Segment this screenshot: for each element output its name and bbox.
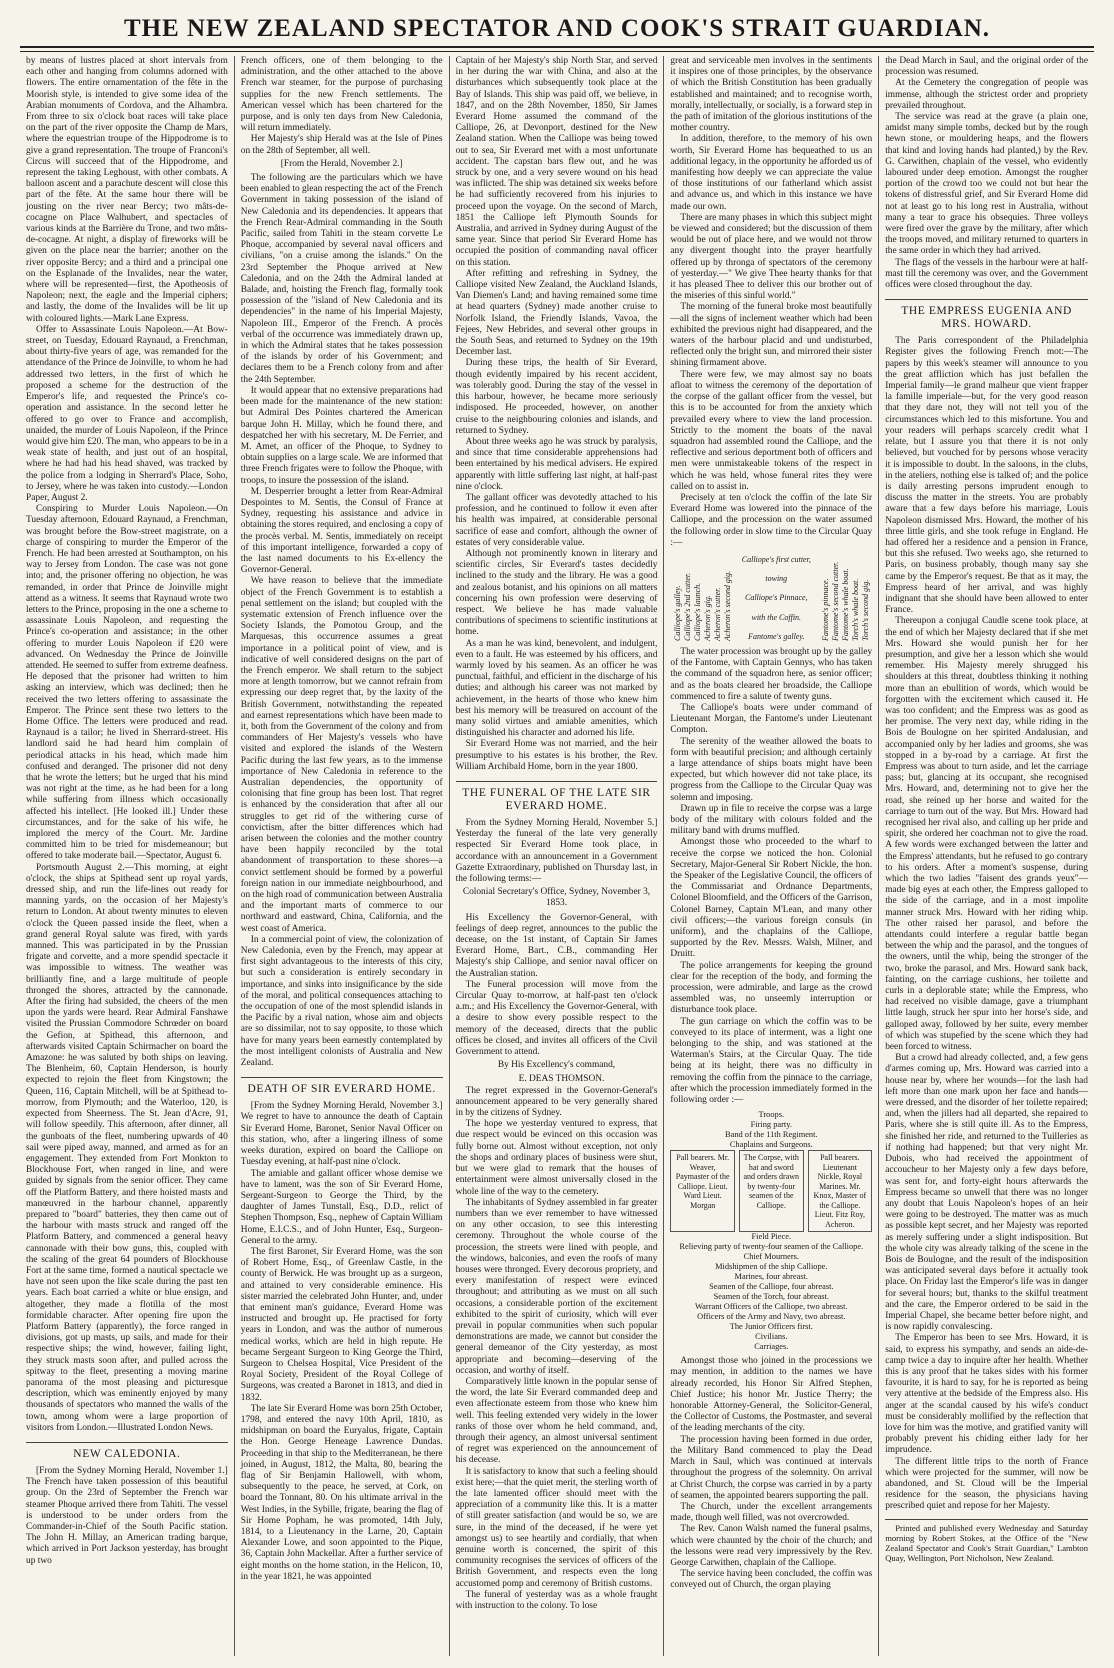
boat-label: Acheron's second gig. [722, 570, 732, 641]
boat-label: Calliope's Pinnace, [744, 593, 808, 603]
article-paragraph: The inhabitants of Sydney assembled in far greater numbers than we ever remember to have witnessed on any other occasion, to see this interesting ceremony. Throughout the whole course of the procession, the streets were lined with people, and the windows, balconies, and even the roofs of many houses were thronged. Every decorous propriety, and every manifestation of respect were evinced throughout; and attributing as we must on all such occasions, a considerable portion of the excitement exhibited to the spirit of curiosity, which will ever prevail in popular communities when such popular demonstrations are made, we cannot but consider the general demeanor of the City yesterday, as most appropriate and becoming—deserving of the occasion, and worthy of itself. [455, 1197, 658, 1376]
procession-line: Midshipmen of the ship Calliope. [715, 1262, 828, 1272]
article-paragraph: Amongst those who joined in the processions we may mention, in addition to the names we have already recorded, his Honor Sir Alfred Stephen, Chief Justice; his honor Mr. Justice Therry; the honorable Attorney-General, the Solicitor-General, the Collector of Customs, the Postmaster, and several of the leading merchants of the city. [670, 1356, 873, 1434]
article-headline: DEATH OF SIR EVERARD HOME. [241, 1077, 443, 1096]
article-paragraph: by means of lustres placed at short intervals from each other and hanging from columns adorned with flowers. The entire ornamentation of the fête in the Moorish style, is intended to give some idea of the Arabian monuments of Cordova, and the Alhambra. From three to six o'clock boat races will take place on the part of the river opposite the Champ de Mars, where the equestrian troupe of the Hippodrome is to give a grand representation. The troupe of Franconi's Circus will succeed that of the Hippodrome, and represent the taking Leghoust, with other combats. A balloon ascent and a parachute descent will close this part of the fête. At the same hour there will be jousting on the river near Bercy; two mâts-de-cocagne on Place Walhubert, and spectacles of various kinds at the Barrière du Trone, and two mâts-de-cocagne. At night, a display of fireworks will be given on the place near the barrier; another on the river opposite Bercy; and a third and a principal one on the Esplanade of the Invalides, near the water, where will be represented—first, the Apotheosis of Napoleon; next, the eagle and the Imperial ciphers; and lastly, the dome of the Invalides will be lit up with coloured lights.—Mark Lane Express. [26, 56, 228, 324]
article-paragraph: During these trips, the health of Sir Everard, though evidently impaired by his recent accident, was tolerably good. During the stay of the vessel in this harbour, however, he became more seriously indisposed. He proceeded, however, on another cruise to the neighbouring colonies and islands, and returned to Sydney. [455, 358, 658, 436]
article-paragraph: The Funeral procession will move from the Circular Quay to-morrow, at half-past ten o'clock a.m.; and His Excellency the Governor-General, with a desire to show every possible respect to the memory of the deceased, directs that the public offices be closed, and invites all officers of the Civil Government to attend. [455, 979, 658, 1058]
procession-line: The Junior Officers first. [729, 1322, 813, 1332]
boat-label: with the Coffin. [751, 612, 802, 622]
newspaper-page [20, 56, 1094, 1656]
source-line: By His Excellency's command, [497, 1060, 616, 1071]
article-paragraph: The serenity of the weather allowed the boats to form with beautiful precision; and although certainly a large attendance of ships boats might have been expected, but which however did not take place, its progress from the Calliope to the Circular Quay was solemn and imposing. [670, 736, 873, 803]
article-paragraph: The different little trips to the north of France which were projected for the summer, will now be abandoned, and St. Cloud will be the Imperial residence for the season, the physicians having prescribed quiet and repose for her Majesty. [885, 1456, 1088, 1512]
article-paragraph: The flags of the vessels in the harbour were at half-mast till the ceremony was over, and the Government offices were closed throughout the day. [885, 257, 1088, 291]
procession-boxes [670, 1150, 872, 1232]
imprint-line: Printed and published every Wednesday and Saturday morning by Robert Stokes, at the Office of the "New Zealand Spectator and Cook's Strait Guardian," Lambton Quay, Wellington, Port Nicholson, New Zealand. [885, 1519, 1088, 1563]
procession-box: The Corpse, with hat and sword and orders drawn by twenty-four seamen of the Calliope. [739, 1150, 804, 1232]
procession-line: Warrant Officers of the Calliope, two abreast. [694, 1302, 848, 1312]
boat-label: Fantome's pinnace. [820, 578, 830, 641]
boat-label: Calliope's galley. [672, 585, 682, 641]
column-1 [20, 56, 235, 1656]
article-paragraph: The gun carriage on which the coffin was to be conveyed to its place of interment, was a light one belonging to the ship, and was stationed at the Waterman's Stairs, at the Circular Quay. The tide being at its height, there was no difficulty in removing the coffin from the pinnace to the carriage, after which the procession immediately formed in the following order :— [670, 1016, 873, 1106]
article-paragraph: We have reason to believe that the immediate object of the French Government is to establish a penal settlement on the island; but coupled with the systematic extension of French influence over the Society Islands, the Pomotou Group, and the Marquesas, this occurrence assumes a great importance in a political point of view, and is indicative of well considered designs on the part of the French emperor. We shall return to the subject more at length tomorrow, but we cannot refrain from expressing our deep regret that, by the laxity of the British Government, notwithstanding the repeated and earnest representations which have been made to it, both from the Government of the colony and from commanders of Her Majesty's vessels who have visited and explored the islands of the Western Pacific during the last few years, as to the immense importance of New Caledonia in reference to the Australian dependencies, the opportunity of colonising that fine group has been lost. That regret is enhanced by the consideration that after all our struggles to get rid of the withering curse of convictism, after the bitter differences which had arisen between the colonies and the mother country have been happily reconciled by the total abandonment of transportation to these shores—a convict settlement should be formed by a powerful foreign nation in our immediate neighbourhood, and on the high road of communication between Australia and the important marts of commerce to our northward and eastward, China, California, and the west coast of America. [240, 576, 443, 934]
procession-line: Field Piece. [751, 1232, 792, 1242]
procession-line: Band of the 11th Regiment. [725, 1130, 818, 1140]
article-paragraph: great and serviceable men involves in the sentiments it inspires one of those principles, by the observance of which the British Constitution has been gradually established and maintained; and to recognise worth, morally, intellectually, or socially, is a forward step in the path of imitation of the glorious institutions of the mother country. [670, 56, 873, 134]
article-paragraph: As a man he was kind, benevolent, and indulgent, even to a fault. He was esteemed by his officers, and warmly loved by his seamen. As an officer he was punctual, faithful, and efficient in the discharge of his duties; and although his career was not marked by achievement, in the hearts of those who knew him best his memory will be treasured on account of the many solid virtues and amiable amenities, which distinguished his character and adorned his life. [455, 638, 658, 739]
article-paragraph: The morning of the funeral broke most beautifully—all the signs of inclement weather which had been exhibited the previous night had disappeared, and the waters of the harbour placid and und undisturbed, reflected only the bright sun, and mirrored their sister shining firmament above. [670, 302, 873, 369]
article-paragraph: the Dead March in Saul, and the original order of the procession was resumed. [885, 56, 1088, 78]
article-paragraph: The gallant officer was devotedly attached to his profession, and he continued to follow it even after his health was impaired, at considerable personal sacrifice of ease and comfort, although the owner of estates of very considerable value. [455, 492, 658, 548]
boat-label: Acheron's gig. [702, 595, 712, 641]
boat-label: Torch's second gig. [860, 579, 870, 641]
procession-line: Firing party. [750, 1120, 792, 1130]
column-3 [450, 56, 665, 1656]
article-paragraph: It is satisfactory to know that such a feeling should exist here;—that the quiet merit, the sterling worth of the late lamented officer should meet with the appreciation of a community like this. It is a matter of still greater satisfaction (and would be so, we are sure, in the mind of the deceased, if he were yet amongst us) to see heartily and cordially, that when genuine worth is concerned, the spirit of this community recognises the services of officers of the British Government, and respects even the long accustomed pomp and ceremony of British customs. [455, 1466, 658, 1589]
procession-line: Chaplains and Surgeons. [729, 1140, 813, 1150]
article-paragraph: Sir Everard Home was not married, and the heir presumptive to his estates is his brother, the Rev. William Archibald Home, born in the year 1800. [455, 739, 658, 772]
boat-label: towing [765, 574, 788, 584]
masthead-rule [20, 51, 1094, 52]
article-paragraph: The procession having been formed in due order, the Military Band commenced to play the Dead March in Saul, which was continued at intervals throughout the progress of the solemnity. On arrival at Christ Church, the corpse was carried in by a party of seamen, the appointed bearers supporting the pall. [670, 1434, 873, 1501]
article-paragraph: The amiable and gallant officer whose demise we have to lament, was the son of Sir Everard Home, Sergeant-Surgeon to George the Third, by the daughter of James Tunstall, Esq., D.D., relict of Stephen Thompson, Esq., nephew of Captain William Home, E.I.C.S., and of John Hunter, Esq., Surgeon-General to the army. [240, 1168, 443, 1246]
procession-box: Pall bearers. Mr. Weaver, Paymaster of the Calliope. Lieut. Ward Lieut. Morgan [670, 1150, 735, 1232]
funeral-procession-order [670, 1110, 872, 1352]
article-paragraph: The Rev. Canon Walsh named the funeral psalms, which were chaunted by the choir of the church; and the lessons were read very impressively by the Rev. George Carwithen, chaplain of the Calliope. [670, 1524, 873, 1568]
boat-label: Calliope's launch. [692, 582, 702, 641]
article-paragraph: Precisely at ten o'clock the coffin of the late Sir Everard Home was lowered into the pinnace of the Calliope, and the procession on the water assumed the following order in slow time to the Circular Quay :— [670, 492, 873, 548]
column-5 [879, 56, 1094, 1656]
article-paragraph: Captain of her Majesty's ship North Star, and served in her during the war with China, and also at the disturbances which subsequently took place at the Bay of Islands. This ship was paid off, we believe, in 1847, and on the 28th November, 1850, Sir James Everard Home assumed the command of the Calliope, 26, at Devonport, destined for the New Zealand station. When the Calliope was being towed out to sea, Sir Everard met with a most unfortunate accident. The capstan bars flew out, and he was struck by one, and a very severe wound on his head was inflicted. The ship was detained six weeks before he had sufficiently recovered from his injuries to proceed upon the voyage. On the second of March, 1851 the Calliope left Plymouth Sounds for Australia, and arrived in Sydney during August of the same year. Since that period Sir Everard Home has occupied the position of commanding naval officer on this station. [455, 56, 658, 268]
procession-line: Chief Mourners. [743, 1252, 799, 1262]
boat-label: Fantome's second cutter. [830, 561, 840, 641]
article-paragraph: Her Majesty's ship Herald was at the Isle of Pines on the 28th of September, all well. [240, 134, 443, 156]
article-paragraph: At the Cemetery the congregation of people was immense, although the strictest order and propriety prevailed throughout. [885, 78, 1088, 111]
article-paragraph: Thereupon a conjugal Caudle scene took place, at the end of which her Majesty declared that if she met Mrs. Howard she would punish her for her presumption, and give her a lesson which she would remember. His Majesty merely shrugged his shoulders at this threat, doubtless thinking it nothing more than an ebullition of words, which would be forgotten with the excitement which caused it. He was too confident; and the Empress was as good as her promise. The very next day, while riding in the Bois de Boulogne on her spirited Andalusian, and accompanied only by her ladies and grooms, she was stopped in a by-road by a carriage. At first the Empress was about to turn aside, and let the carriage pass; but, glancing at its occupant, she recognised Mrs. Howard, and, determining not to give her the road, she reined up her horse and waited for the carriage to turn out of the way. But Mrs. Howard had recognised her rival also, and calling up her pride and spirit, she ordered her coachman not to give the road. A few words were exchanged between the latter and the Empress' attendants, but he refused to go contrary to his orders. After a moment's suspense, during which the two ladies "faisent des grands yeux"—made big eyes at each other, the Empress galloped to the side of the carriage, and in a most impolite manner struck Mrs. Howard with her riding whip. The other raised her parasol, and before the attendants could interfere a regular battle began between the whip and the parasol, and the tongues of the owners, until the whip, being the stronger of the two, broke the parasol, and Mrs. Howard sank back, fainting, on the carriage cushions, her toilette and curls in a deplorable state; while the Empress, who had received no visible damage, gave a triumphant little laugh, struck her spur into her horse's side, and galloped away, followed by her suite, every member of which was stupefied by the scene which they had been forced to witness. [885, 616, 1088, 1053]
article-paragraph: The first Baronet, Sir Everard Home, was the son of Robert Home, Esq., of Greenlaw Castle, in the county of Berwick. He was brought up as a surgeon, and attained to very considerable eminence. His sister married the celebrated John Hunter, and, under that eminent man's guidance, Everard Home was instructed and brought up. He practised for forty years in London, and was the author of numerous medical works, which are held in high repute. He became Sergeant Surgeon to King George the Third, Surgeon to Chelsea Hospital, Vice President of the Royal Society, President of the Royal College of Surgeons, was created a Baronet in 1813, and died in 1832. [240, 1246, 443, 1403]
article-paragraph: Although not prominently known in literary and scientific circles, Sir Everard's tastes decidedly inclined to the study and the library. He was a good and zealous botanist, and his opinions on all matters concerning his own profession were deserving of respect. We believe he has made valuable contributions of specimens to scientific institutions at home. [455, 548, 658, 638]
article-paragraph: The service was read at the grave (a plain one, amidst many simple tombs, decked but by the rough hewn stone, or mouldering heaps, and the flowers that kind and loving hands had planted,) by the Rev. G. Carwithen, chaplain of the vessel, who evidently laboured under deep emotion. Amongst the rougher portion of the crowd too we could not but hear the tokens of distressful grief, and Sir Everard Home did not at least go to his long rest in Australia, without many a tear to grace his obsequies. Three volleys were fired over the grave by the military, after which the troops moved, and military returned to quarters in the same order in which they had arrived. [885, 112, 1088, 257]
article-paragraph: After refitting and refreshing in Sydney, the Calliope visited New Zealand, the Auckland Islands, Van Diemen's Land; and having remained some time at head quarters (Sydney) made another cruise to Norfolk Island, the Friendly Islands, Vavoa, the Fejees, New Hebrides, and several other groups in the South Seas, and returned to Sydney on the 19th December last. [455, 268, 658, 358]
article-paragraph: The hope we yesterday ventured to express, that due respect would be evinced on this occasion was fully borne out. Almost without exception, not only the shops and ordinary places of business were shut, but we were glad to remark that the houses of entertainment were almost universally closed in the whole line of the way to the cemetery. [455, 1119, 658, 1197]
procession-line: Seamen of the Torch, four abreast. [713, 1292, 829, 1302]
boat-label: Fantome's galley. [748, 631, 805, 641]
article-paragraph: M. Desperrier brought a letter from Rear-Admiral Despointes to M. Sentis, the Consul of France at Sydney, requesting his assistance and advice in obtaining the stores required, and enclosing a copy of the procès verbal. M. Sentis, immediately on receipt of this important intelligence, forwarded a copy of the last named documents to his Ex-ellency the Governor-General. [240, 486, 443, 576]
boat-label: Calliope's 2nd cutter. [682, 572, 692, 641]
article-paragraph: Portsmouth August 2.—This morning, at eight o'clock, the ships at Spithead sent up royal yards, dressed ship, and run the life-lines out ready for manning yards, on the occasion of her Majesty's return to London. At about twenty minutes to eleven o'clock the Queen passed inside the fleet, when a grand general Royal salute was fired, with yards manned. This was participated in by the Prussian frigate and corvette, and a more spendid spectacle it was impossible to witness. The weather was brilliantly fine, and a large multitude of people thronged the shores, attracted by the cannonade. After the firing had subsided, the cheers of the men upon the yards were heard. Rear Admiral Fanshawe visited the Prussian Commodore Schrœder on board the Gefion, at Spithead, this afternoon, and afterwards visited Captain Schirmacher on board the Amazone: he was saluted by both ships on leaving. The Blenheim, 60, Captain Henderson, is hourly expected to rejoin the fleet from Kingstown; the Queen, 116, Captain Mitchell, will be at Spithead to-morrow, from Plymouth; and the Waterloo, 120, is expected from Sheerness. The St. Jean d'Acre, 91, will follow speedily. This afternoon, after dinner, all the gunboats of the fleet, numbering upwards of 40 sail were piped away, manned, and armed as for an engagement. They extended from Fort Monkton to Blockhouse Fort, when ranged in line, and were guided by signals from the senior officer. They came off the Platform Battery, and there hoisted masts and manœuvred in the harbour channel, apparently prepared to "board" batteries, they then came out of the harbour with masts struck and ranged off the Platform Battery, and commenced a general heavy cannonade with their bow guns, this, coupled with the scaling of the great 64 pounders of Blockhouse Fort at the same time, formed a nautical spectacle we have not seen upon the like scale during the past ten years. Each boat carried a white or blue ensign, and altogether, they made a flotilla of the most formidable character. After opening fire upon the Platform Battery (apparently), the force ranged in divisions, got up masts, up sails, and made for their respective ships; the wind, however, failing light, they struck masts soon after, and pulled across the spitway to the fleet, presenting a moving marine panorama of the most pleasing and picturesque description, which was eminently enjoyed by many thousands of spectators who manned the walls of the town, among whom were a large proportion of visitors from London.—Illustrated London News. [26, 862, 228, 1433]
article-paragraph: His Excellency the Governor-General, with feelings of deep regret, announces to the public the decease, on the 1st instant, of Captain Sir James Everard Home, Bart., C.B., commanding Her Majesty's ship Calliope, and senior naval officer on the Australian station. [455, 912, 658, 979]
signature-line: E. DEAS THOMSON. [518, 1074, 605, 1085]
procession-line: Marines, four abreast. [734, 1272, 809, 1282]
article-headline: THE EMPRESS EUGENIA AND MRS. HOWARD. [885, 299, 1088, 331]
article-paragraph: The Emperor has been to see Mrs. Howard, it is said, to express his sympathy, and sends an aide-de-camp twice a day to inquire after her health. Whether this is any proof that he takes sides with his former favourite, it is hard to say, for he is reported as being very attentive at the bedside of the Empress also. His anger at the scandal caused by his wife's conduct must be considerably mollified by the reflection that love for him was the motive, and gratified vanity will probably prevent his chiding either lady for her imprudence. [885, 1333, 1088, 1456]
procession-line: Relieving party of twenty-four seamen of the Calliope. [679, 1242, 864, 1252]
article-paragraph: It would appear that no extensive preparations had been made for the maintenance of the new station: but Admiral Des Pointes chartered the American barque John H. Millay, which he found there, and despatched her with his secretary, M. De Ferrier, and M. Amet, an officer of the Phoque, to Sydney to obtain supplies on a large scale. We are informed that three French frigates were to follow the Phoque, with troops, to insure the possession of the island. [240, 385, 443, 486]
boat-label: Torch's whale boat. [850, 578, 860, 641]
article-paragraph: The Paris correspondent of the Philadelphia Register gives the following French mot:—The papers by this week's steamer will announce to you the great affliction which has just befallen the Imperial family—le grand malheur que vient frapper la famille imperiale—but, for the very good reason that they dare not, they will not tell you of the circumstances which led to this misfortune. You and your readers will perhaps scarcely credit what I relate, but I assure you that there it is not only believed, but vouched for by persons whose veracity it is impossible to doubt. In the saloons, in the clubs, in the ateliers, nothing else is talked of; and the police is daily arresting persons imprudent enough to discuss the matter in the streets. You are probably aware that a few days before his marriage, Louis Napoleon dismissed Mrs. Howard, the mother of his three little girls, and she took refuge in England. He had offered her a residence and a pension in France, but this she refused. Two weeks ago, she returned to Paris, on business probably, though many say she came by the Emperor's request. Be that as it may, the Empress heard of her arrival, and was highly indignant that she should have been allowed to enter France. [885, 336, 1088, 616]
article-paragraph: Comparatively little known in the popular sense of the word, the late Sir Everard commanded deep and even affectionate esteem from those who knew him well. This feeling extended very widely in the lower ranks of those over whom he held command, and, through their agency, an almost universal sentiment of regret was experienced on the announcement of his decease. [455, 1376, 658, 1466]
boat-label: Calliope's first cutter, [741, 554, 811, 564]
procession-box: Pall bearers. Lieutenant Nickle, Royal Marines. Mr. Knox, Master of the Calliope. Lieut. Fitz Roy, Acheron. [808, 1150, 873, 1232]
article-paragraph: Offer to Assassinate Louis Napoleon.—At Bow-street, on Tuesday, Edouard Raynaud, a Frenchman, about thirty-five years of age, was remanded for the attendance of the Prince de Joinville, to whom he had addressed two letters, in the first of which he proposed a scheme for the destruction of the Emperor's life, and requested the Prince's co-operation and assistance. In the second letter he offered to go over to France and accomplish, unaided, the murder of Louis Napoleon, if the Prince would give him £20. The man, who appears to be in a weak state of health, and just out of an hospital, where he had had his head shaved, was tracked by the police from a lodging in Sherrard's Place, Soho, to Jersey, where he was taken into custody.—London Paper, August 2. [26, 324, 228, 503]
article-paragraph: In addition, therefore, to the memory of his own worth, Sir Everard Home has bequeathed to us an additional legacy, in the opportunity he afforded us of manifesting how deeply we can appreciate the value of those institutions of our fatherland which assist and advance us, and which in this instance we have made our own. [670, 134, 873, 212]
article-paragraph: The service having been concluded, the coffin was conveyed out of Church, the organ playing [670, 1569, 873, 1591]
article-paragraph: About three weeks ago he was struck by paralysis, and since that time considerable apprehensions had been entertained by his medical advisers. He expired apparently with little suffering last night, at half-past nine o'clock. [455, 436, 658, 492]
article-paragraph: The late Sir Everard Home was born 25th October, 1798, and entered the navy 10th April, 1810, as midshipman on board the Euryalus, frigate, Captain the Hon. George Heneage Lawrence Dundas. Proceeding in that ship to the Mediterranean, he there joined, in August, 1812, the Malta, 80, bearing the flag of Sir Benjamin Hallowell, with whom, subsequently to the peace, he served, at Cork, on board the Tonnant, 80. On his ultimate arrival in the West Indies, in the Sybille, frigate, bearing the flag of Sir Home Popham, he was promoted, 14th July, 1814, to a Lieutenancy in the Larne, 20, Captain Alexander Lowe, and soon appointed to the Pique, 36, Captain John Mackellar. After a further service of eight months on the home station, in the Helicon, 10, in the year 1821, he was appointed [240, 1403, 443, 1582]
article-paragraph: There were few, we may almost say no boats afloat to witness the ceremony of the deportation of the corpse of the gallant officer from the vessel, but this is to be accounted for from the anxiety which prevailed every where to view the land procession. Strictly to the moment the boats of the naval squadron had assembled round the Calliope, and the reflective and serious deportment both of officers and men were unmistakeable tokens of the respect in which he was held, whose funeral rites they were called on to assist in. [670, 369, 873, 492]
article-paragraph: The Church, under the excellent arrangements made, though well filled, was not overcrowded. [670, 1501, 873, 1524]
article-paragraph: The regret expressed in the Governor-General's announcement appeared to be very generally shared in by the citizens of Sydney. [455, 1085, 658, 1119]
article-paragraph: [From the Sydney Morning Herald, November 1.] The French have taken possession of this beautiful group. On the 23rd of September the French war steamer Phoque arrived there from Tahiti. The vessel is understood to be under orders from the Commander-in-Chief of the South Pacific station. The John H. Millay, an American trading barque, which arrived in Port Jackson yesterday, has brought up two [26, 1465, 228, 1566]
article-paragraph: The Calliope's boats were under command of Lieutenant Morgan, the Fantome's under Lieutenant Compton. [670, 702, 873, 736]
article-paragraph: Conspiring to Murder Louis Napoleon.—On Tuesday afternoon, Edouard Raynaud, a Frenchman, was brought before the Bow-street magistrate, on a charge of conspiring to murder the Emperor of the French. He had been arrested at Southampton, on his way to Jersey from London. The case was not gone into; and, the prisoner offering no objection, he was remanded, in order that Prince de Joinville might attend as a witness. It seems that Raynaud wrote two letters to the Prince, proposing in the one a scheme to assassinate Louis Napoleon, and requesting the Prince's co-operation and assistance; in the other offering to murder Louis Napoleon if £20 were advanced. On Wednesday the Prince de Joinville attended. He seemed to suffer from extreme deafness. He deposed that the prisoner had written to him asking an interview, which was declined; then he received the two letters offering to assassinate the Emperor. The Prince sent these two letters to the Home Office. The letters were produced and read. Raynaud is a tailor; he lived in Sherrard-street. His landlord said he had heard him complain of periodical attacks in his head, which made him confused and deranged. The prisoner did not deny that he wrote the letters; but he urged that his mind was not right at the time, as he had been for a long while suffering from illness which occasionally affected his intellect. [He looked ill.] Under these circumstances, and for the sake of his wife, he implored the mercy of the Court. Mr. Jardine committed him to be tried for misdemeanour; but offered to take moderate bail.—Spectator, August 6. [26, 504, 228, 862]
article-paragraph: But a crowd had already collected, and, a few gens d'armes coming up, Mrs. Howard was carried into a house near by, where her wounds—for the lash had left more than one mark upon her face and hands—were dressed, and the disorder of her toilette repaired; and, when the jillers had all departed, she repaired to Paris, where she is still quite ill. As to the Empress, she finished her ride, and returned to the Tuilleries as if nothing had happened; but that very night Mr. Dubois, who had received the appointment of accoucheur to her Majesty only a few days before, was sent for, and forty-eight hours afterwards the Empress became so unwell that there was no longer any doubt that Louis Napoleon's hopes of an heir were going to be destroyed. The matter was as much as possible kept secret, and her Majesty was reported as merely suffering under a slight indisposition. But the whole city was already talking of the scene in the Bois de Boulogne, and the result of the indisposition was anticipated several days before it actually took place. On Friday last the Emperor's life was in danger for several hours; but, thanks to the skilful treatment and the care, the Emperor ordered to be said in the Imperial Chapel, she became better before night, and is now rapidly convalescing. [885, 1053, 1088, 1333]
article-paragraph: Drawn up in file to receive the corpse was a large body of the military with colours folded and the military band with drums muffled. [670, 803, 873, 837]
article-headline: NEW CALEDONIA. [26, 1442, 228, 1461]
article-paragraph: The water procession was brought up by the galley of the Fantome, with Captain Gennys, who has taken the command of the squadron here, as senior officer; and as the boats cleared her broadside, the Calliope commenced to fire a salute of twenty guns. [670, 646, 873, 702]
masthead-title: THE NEW ZEALAND SPECTATOR AND COOK'S STRAIT GUARDIAN. [20, 14, 1094, 48]
source-line: Colonial Secretary's Office, Sydney, November 3, 1853. [462, 887, 651, 909]
procession-line: Troops. [758, 1110, 785, 1120]
procession-line: Carriages. [754, 1342, 789, 1352]
article-paragraph: French officers, one of them belonging to the administration, and the other attached to the above French war steamer, for the purpose of purchasing supplies for the new French settlements. The American vessel which has been chartered for the purpose, and is only ten days from New Caledonia, will return immediately. [240, 56, 443, 134]
source-line: [From the Herald, November 2.] [280, 158, 403, 169]
column-2 [235, 56, 450, 1656]
article-paragraph: There are many phases in which this subject might be viewed and considered; but the discussion of them would be out of place here, and we would not throw any divergent thought into the prayer heartfully offered up by thronga of spectators of the ceremony of yesterday.—" We give Thee hearty thanks for that it has pleased Thee to deliver this our brother out of the miseries of this sinful world." [670, 212, 873, 302]
procession-line: Seamen of the Calliope, four abreast. [709, 1282, 834, 1292]
article-paragraph: Amongst those who proceeded to the wharf to receive the corpse we noticed the hon. Colonial Secretary, Major-General Sir Robert Nickle, the hon. the Speaker of the Legislative Council, the officers of the Commissariat and Ordnance Departments, Colonel Bloomfield, and the Officers of the Garrison, Colonel Barney, Captain M'Lean, and many other civil officers;—the various foreign consuls (in uniform), and the chaplains of the Calliope, supported by the Rev. Messrs. Walsh, Milner, and Druitt. [670, 837, 873, 960]
article-paragraph: From the Sydney Morning Herald, November 5.] Yesterday the funeral of the late very generally respected Sir Everard Home took place, in accordance with an announcement in a Government Gazette Extraordinary, published on Thursday last, in the following terms:— [455, 818, 658, 885]
article-paragraph: [From the Sydney Morning Herald, November 3.] We regret to have to announce the death of Captain Sir Everard Home, Baronet, Senior Naval Officer on this station, who, after a lingering illness of some weeks duration, expired on board the Calliope on Tuesday evening, at half-past nine o'clock. [240, 1101, 443, 1168]
article-headline: THE FUNERAL OF THE LATE SIR EVERARD HOME. [456, 781, 658, 813]
column-4 [664, 56, 879, 1656]
article-paragraph: The funeral of yesterday was as a whole fraught with instruction to the colony. To lose [455, 1589, 658, 1612]
boat-procession-diagram [670, 555, 872, 641]
boat-label: Acheron's cutter. [712, 587, 722, 641]
procession-line: Officers of the Army and Navy, two abreast. [697, 1312, 846, 1322]
article-paragraph: In a commercial point of view, the colonization of New Caledonia, even by the French, may appear at first sight advantageous to the interests of this city, but such a consideration is entirely secondary in importance, and sinks into insignificance by the side of the moral, and political consequences attaching to the occupation of one of the most splendid islands in the Pacific by a rival nation, whose aim and objects are so dissimilar, not to say opposite, to those which have for many years been earnestly contemplated by the most intelligent colonists of Australia and New Zealand. [240, 934, 443, 1069]
article-paragraph: The following are the particulars which we have been enabled to glean respecting the act of the French Government in taking possession of the island of New Caledonia and its dependencies. It appears that the French Rear-Admiral commanding in the South Pacific, sailed from Tahiti in the steam corvette Le Phoque, accompanied by several naval officers and civilians, "on a cruise among the islands." On the 23rd September the Phoque arrived at New Caledonia, and on the 24th the Admiral landed at Balade, and, hoisting the French flag, formally took possession of the "island of New Caledonia and its dependencies" in the name of his Imperial Majesty, Napoleon III., Emperor of the French. A procès verbal of the occurrence was immediately drawn up, in which the Admiral states that he takes possession of the islands by order of his Government; and declares them to be a French colony from and after the 24th September. [240, 173, 443, 385]
procession-line: Civilians. [755, 1332, 788, 1342]
article-paragraph: The police arrangements for keeping the ground clear for the reception of the body, and forming the procession, were admirable, and large as the crowd assembled was, no unseemly interruption or disturbance took place. [670, 960, 873, 1016]
boat-label: Fantome's whale boat. [840, 568, 850, 641]
